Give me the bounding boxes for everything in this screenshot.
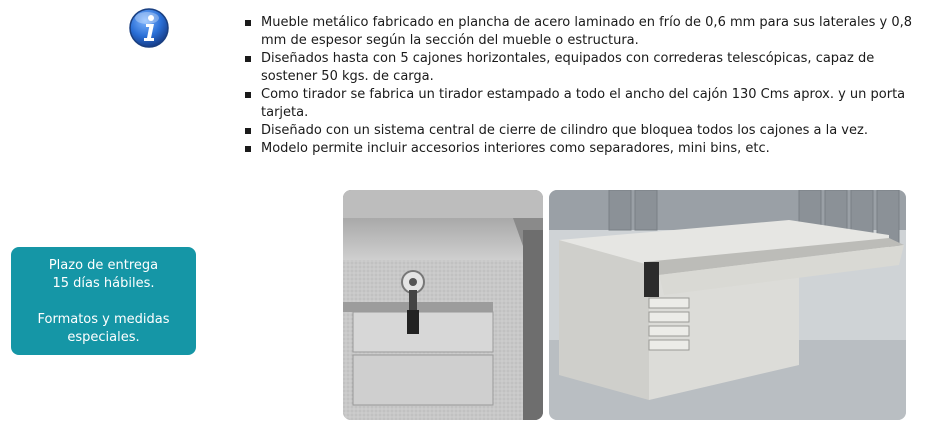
cabinet-lock-photo [343,190,543,420]
list-item: Diseñados hasta con 5 cajones horizontales, equipados con correderas telescópicas, capaz de sostener 50 kgs. de carga. [243,50,913,86]
list-item: Mueble metálico fabricado en plancha de acero laminado en frío de 0,6 mm para sus laterales y 0,8 mm de espesor según la sección del mueble o estructura. [243,14,913,50]
custom-formats-label: Formatos y medidas [37,312,170,327]
info-icon [128,7,170,49]
list-item: Diseñado con un sistema central de cierre de cilindro que bloquea todos los cajones a la vez. [243,122,913,140]
custom-formats-label-cont: especiales. [67,330,140,345]
delivery-time-value: 15 días hábiles. [52,276,155,291]
delivery-time-label: Plazo de entrega [48,258,159,273]
delivery-info-box [11,247,196,355]
list-item: Como tirador se fabrica un tirador estampado a todo el ancho del cajón 130 Cms aprox. y un porta tarjeta. [243,86,913,122]
list-item: Modelo permite incluir accesorios interiores como separadores, mini bins, etc. [243,140,913,158]
cabinet-open-drawer-photo [549,190,906,420]
features-list [243,14,913,158]
